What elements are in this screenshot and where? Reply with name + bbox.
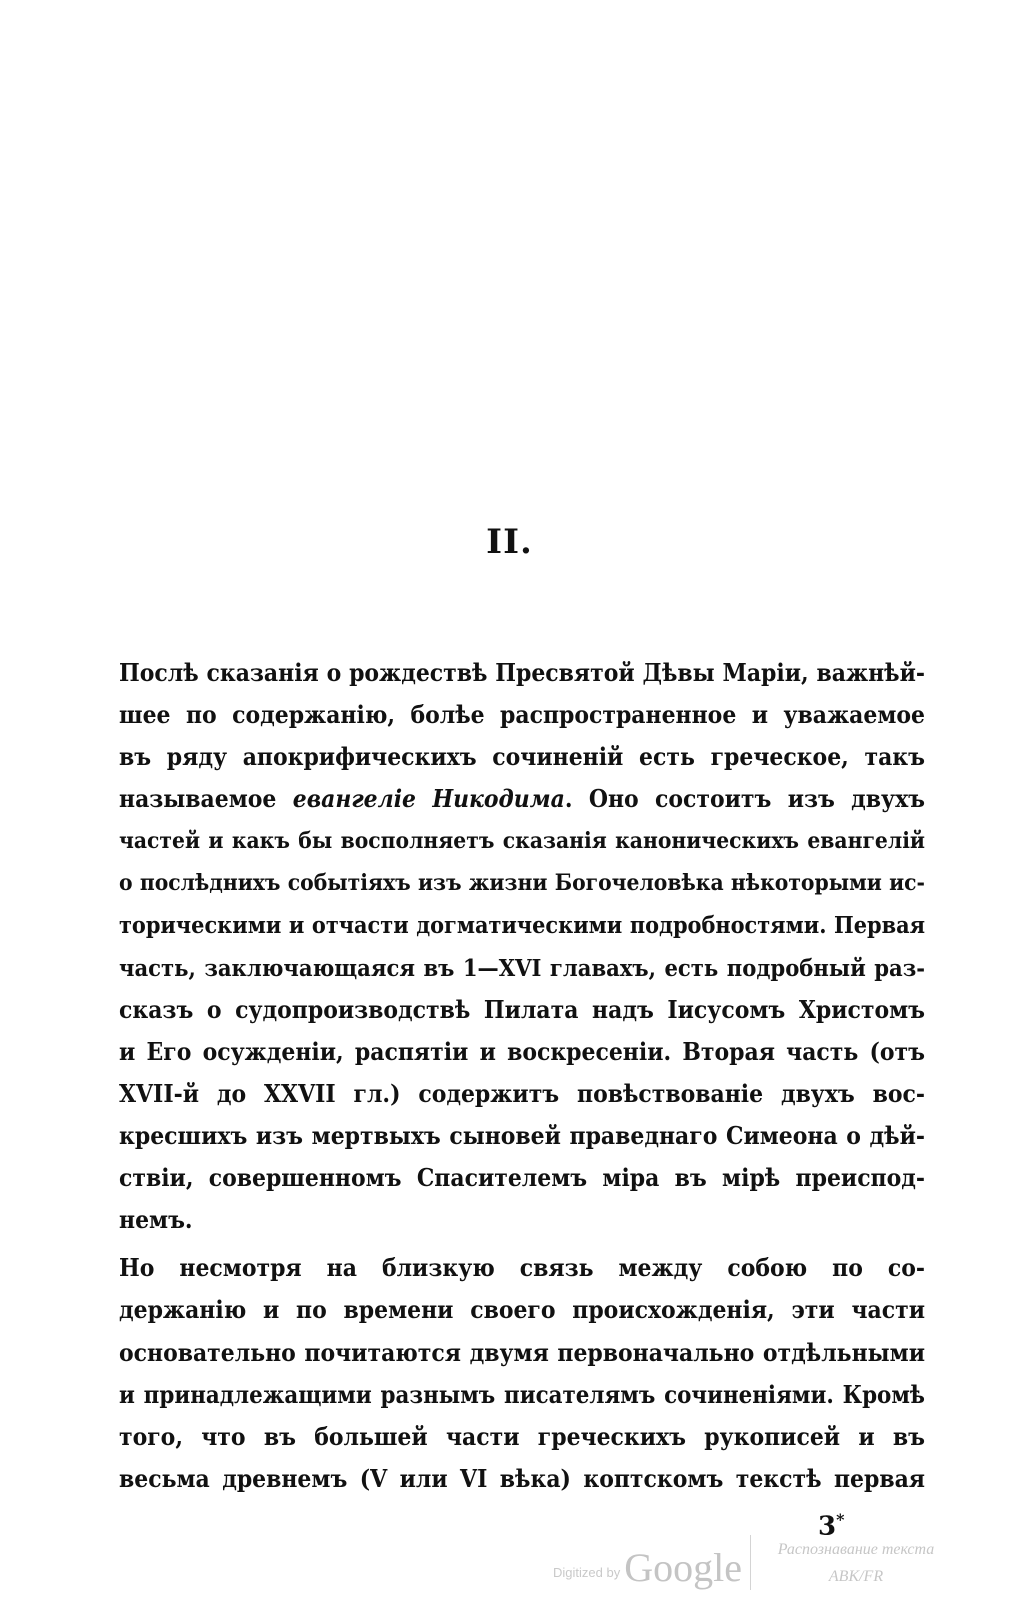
text-line: о послѣднихъ событіяхъ изъ жизни Богочеловѣка нѣкоторыми ис- xyxy=(119,870,925,897)
digitized-by-label: Digitized by xyxy=(553,1565,621,1580)
text-line: XVII-й до XXVII гл.) содержитъ повѣствованіе двухъ вос- xyxy=(119,1078,925,1108)
text-line: того, что въ большей части греческихъ рукописей и въ xyxy=(119,1421,925,1451)
recognition-credit: ABK/FR xyxy=(828,1568,884,1585)
text-line: и Его осужденіи, распятіи и воскресеніи. Вторая часть (отъ xyxy=(119,1036,925,1066)
text-line: называемое евангеліе Никодима. Оно состоитъ изъ двухъ xyxy=(119,784,925,814)
italic-title: евангеліе Никодима xyxy=(292,784,565,814)
text-line: сказъ о судопроизводствѣ Пилата надъ Іисусомъ Христомъ xyxy=(119,994,925,1024)
body-text xyxy=(119,652,925,1500)
text-line: весьма древнемъ (V или VI вѣка) коптскомъ текстѣ первая xyxy=(119,1463,925,1493)
google-watermark xyxy=(553,1544,742,1588)
text-line: Послѣ сказанія о рождествѣ Пресвятой Дѣвы Маріи, важнѣй- xyxy=(119,658,925,687)
text-line: въ ряду апокрифическихъ сочиненій есть греческое, такъ xyxy=(119,742,925,772)
page-number: 3* xyxy=(818,1510,845,1542)
text-line: держанію и по времени своего происхожденія, эти части xyxy=(119,1295,925,1325)
watermark-divider xyxy=(750,1535,751,1590)
text-line: шее по содержанію, болѣе распространенное и уважаемое xyxy=(119,700,925,730)
text-line: и принадлежащими разнымъ писателямъ сочиненіями. Кромѣ xyxy=(119,1380,925,1409)
google-logo: Google xyxy=(624,1545,742,1590)
recognition-watermark xyxy=(756,1536,956,1590)
chapter-number: II. xyxy=(486,522,533,562)
text-line: кресшихъ изъ мертвыхъ сыновей праведнаго Симеона о дѣй- xyxy=(119,1121,925,1151)
text-line: Но несмотря на близкую связь между собою по со- xyxy=(119,1253,925,1283)
text-line: немъ. xyxy=(119,1205,193,1235)
signature-mark: * xyxy=(836,1510,845,1529)
text-line: торическими и отчасти догматическими подробностями. Первая xyxy=(119,911,925,939)
text-line: ствіи, совершенномъ Спасителемъ міра въ мірѣ преиспод- xyxy=(119,1163,925,1193)
text-line: основательно почитаются двумя первоначально отдѣльными xyxy=(119,1337,925,1367)
text-line: часть, заключающаяся въ 1—XVI главахъ, есть подробный раз- xyxy=(119,953,925,982)
recognition-line: Распознавание текста xyxy=(777,1541,935,1558)
text-line: частей и какъ бы восполняетъ сказанія каноническихъ евангелій xyxy=(119,828,925,855)
